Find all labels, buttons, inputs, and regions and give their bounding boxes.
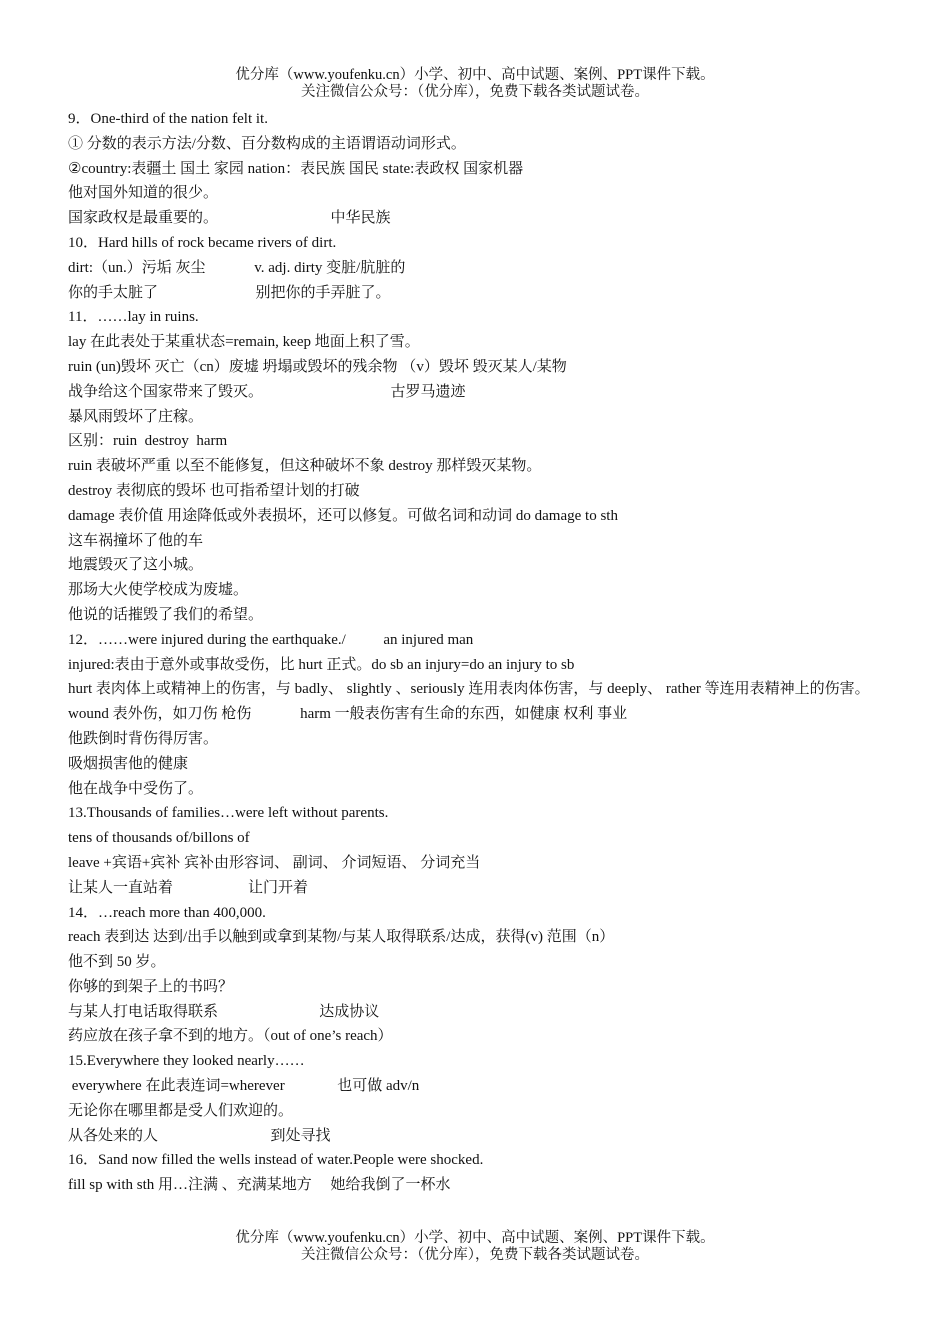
text-line: 这车祸撞坏了他的车 [68, 532, 204, 549]
text-line: tens of thousands of/billons of [68, 830, 250, 847]
text-line: lay 在此表处于某重状态=remain, keep 地面上积了雪。 [68, 334, 420, 351]
text-line: wound 表外伤，如刀伤 枪伤 harm 一般表伤害有生命的东西，如健康 权利 事业 [68, 706, 628, 723]
text-line: ruin 表破坏严重 以至不能修复，但这种破坏不象 destroy 那样毁灭某物。 [68, 458, 542, 475]
text-line: 你够的到架子上的书吗？ [68, 978, 234, 995]
text-line: 14．…reach more than 400,000. [68, 904, 266, 921]
text-line: everywhere 在此表连词=wherever 也可做 adv/n [68, 1078, 420, 1095]
text-line: fill sp with sth 用…注满 、充满某地方 她给我倒了一杯水 [68, 1177, 451, 1194]
text-line: 12．……were injured during the earthquake./ an injured man [68, 631, 474, 648]
header-line-1: 优分库（www.youfenku.cn）小学、初中、高中试题、案例、PPT课件下载。 [235, 67, 715, 83]
text-line: damage 表价值 用途降低或外表损坏，还可以修复。可做名词和动词 do damage to sth [68, 507, 618, 524]
text-line: 国家政权是最重要的。 中华民族 [68, 210, 391, 227]
text-line: injured:表由于意外或事故受伤，比 hurt 正式。do sb an injury=do an injury to sb [68, 656, 575, 673]
text-line: 15.Everywhere they looked nearly…… [68, 1053, 305, 1070]
text-line: 他说的话摧毁了我们的希望。 [68, 606, 264, 623]
text-line: leave +宾语+宾补 宾补由形容词、 副词、 介词短语、 分词充当 [68, 854, 481, 871]
text-line: hurt 表肉体上或精神上的伤害，与 badly、 slightly 、seriously 连用表肉体伤害，与 deeply、 rather 等连用表精神上的伤害。 [68, 681, 870, 698]
text-line: 10．Hard hills of rock became rivers of dirt. [68, 234, 337, 251]
header-line-2: 关注微信公众号：（优分库），免费下载各类试题试卷。 [301, 84, 649, 100]
text-line: 9．One-third of the nation felt it. [68, 111, 268, 127]
text-line: 暴风雨毁坏了庄稼。 [68, 408, 204, 425]
text-line: 从各处来的人 到处寻找 [68, 1127, 331, 1144]
text-line: 他不到 50 岁。 [68, 954, 166, 971]
text-line: 与某人打电话取得联系 达成协议 [68, 1003, 380, 1020]
text-line: 你的手太脏了 别把你的手弄脏了。 [68, 284, 391, 301]
text-line: 11．……lay in ruins. [68, 309, 199, 326]
text-line: dirt:（un.）污垢 灰尘 v. adj. dirty 变脏/肮脏的 [68, 259, 406, 276]
text-line: ②country:表疆土 国土 家园 nation：表民族 国民 state:表政权 国家机器 [68, 160, 524, 177]
text-line: 地震毁灭了这小城。 [68, 557, 204, 574]
text-line: 药应放在孩子拿不到的地方。（out of one’s reach） [68, 1028, 393, 1045]
text-line: 区别：ruin destroy harm [68, 433, 228, 450]
text-line: reach 表到达 达到/出手以触到或拿到某物/与某人取得联系/达成，获得(v) 范围（n） [68, 929, 615, 946]
text-line: 战争给这个国家带来了毁灭。 古罗马遗迹 [68, 383, 466, 400]
text-line: 他跌倒时背伤得厉害。 [68, 730, 219, 747]
text-line: 吸烟损害他的健康 [68, 755, 189, 772]
text-line: destroy 表彻底的毁坏 也可指希望计划的打破 [68, 482, 360, 499]
text-line: 13.Thousands of families…were left without parents. [68, 805, 389, 822]
text-line: 让某人一直站着 让门开着 [68, 879, 309, 896]
text-line: ruin (un)毁坏 灭亡（cn）废墟 坍塌或毁坏的残余物 （v）毁坏 毁灭某人/某物 [68, 358, 567, 375]
page-footer [0, 1230, 950, 1264]
page-header [0, 67, 950, 101]
text-line: ① 分数的表示方法/分数、百分数构成的主语谓语动词形式。 [68, 135, 466, 152]
document-body [68, 107, 888, 1198]
text-line: 16．Sand now filled the wells instead of water.People were shocked. [68, 1152, 484, 1169]
footer-line-1: 优分库（www.youfenku.cn）小学、初中、高中试题、案例、PPT课件下载。 [235, 1230, 715, 1246]
text-line: 他对国外知道的很少。 [68, 185, 219, 202]
text-line: 那场大火使学校成为废墟。 [68, 582, 249, 599]
text-line: 他在战争中受伤了。 [68, 780, 204, 797]
footer-line-2: 关注微信公众号：（优分库），免费下载各类试题试卷。 [301, 1247, 649, 1263]
text-line: 无论你在哪里都是受人们欢迎的。 [68, 1102, 294, 1119]
